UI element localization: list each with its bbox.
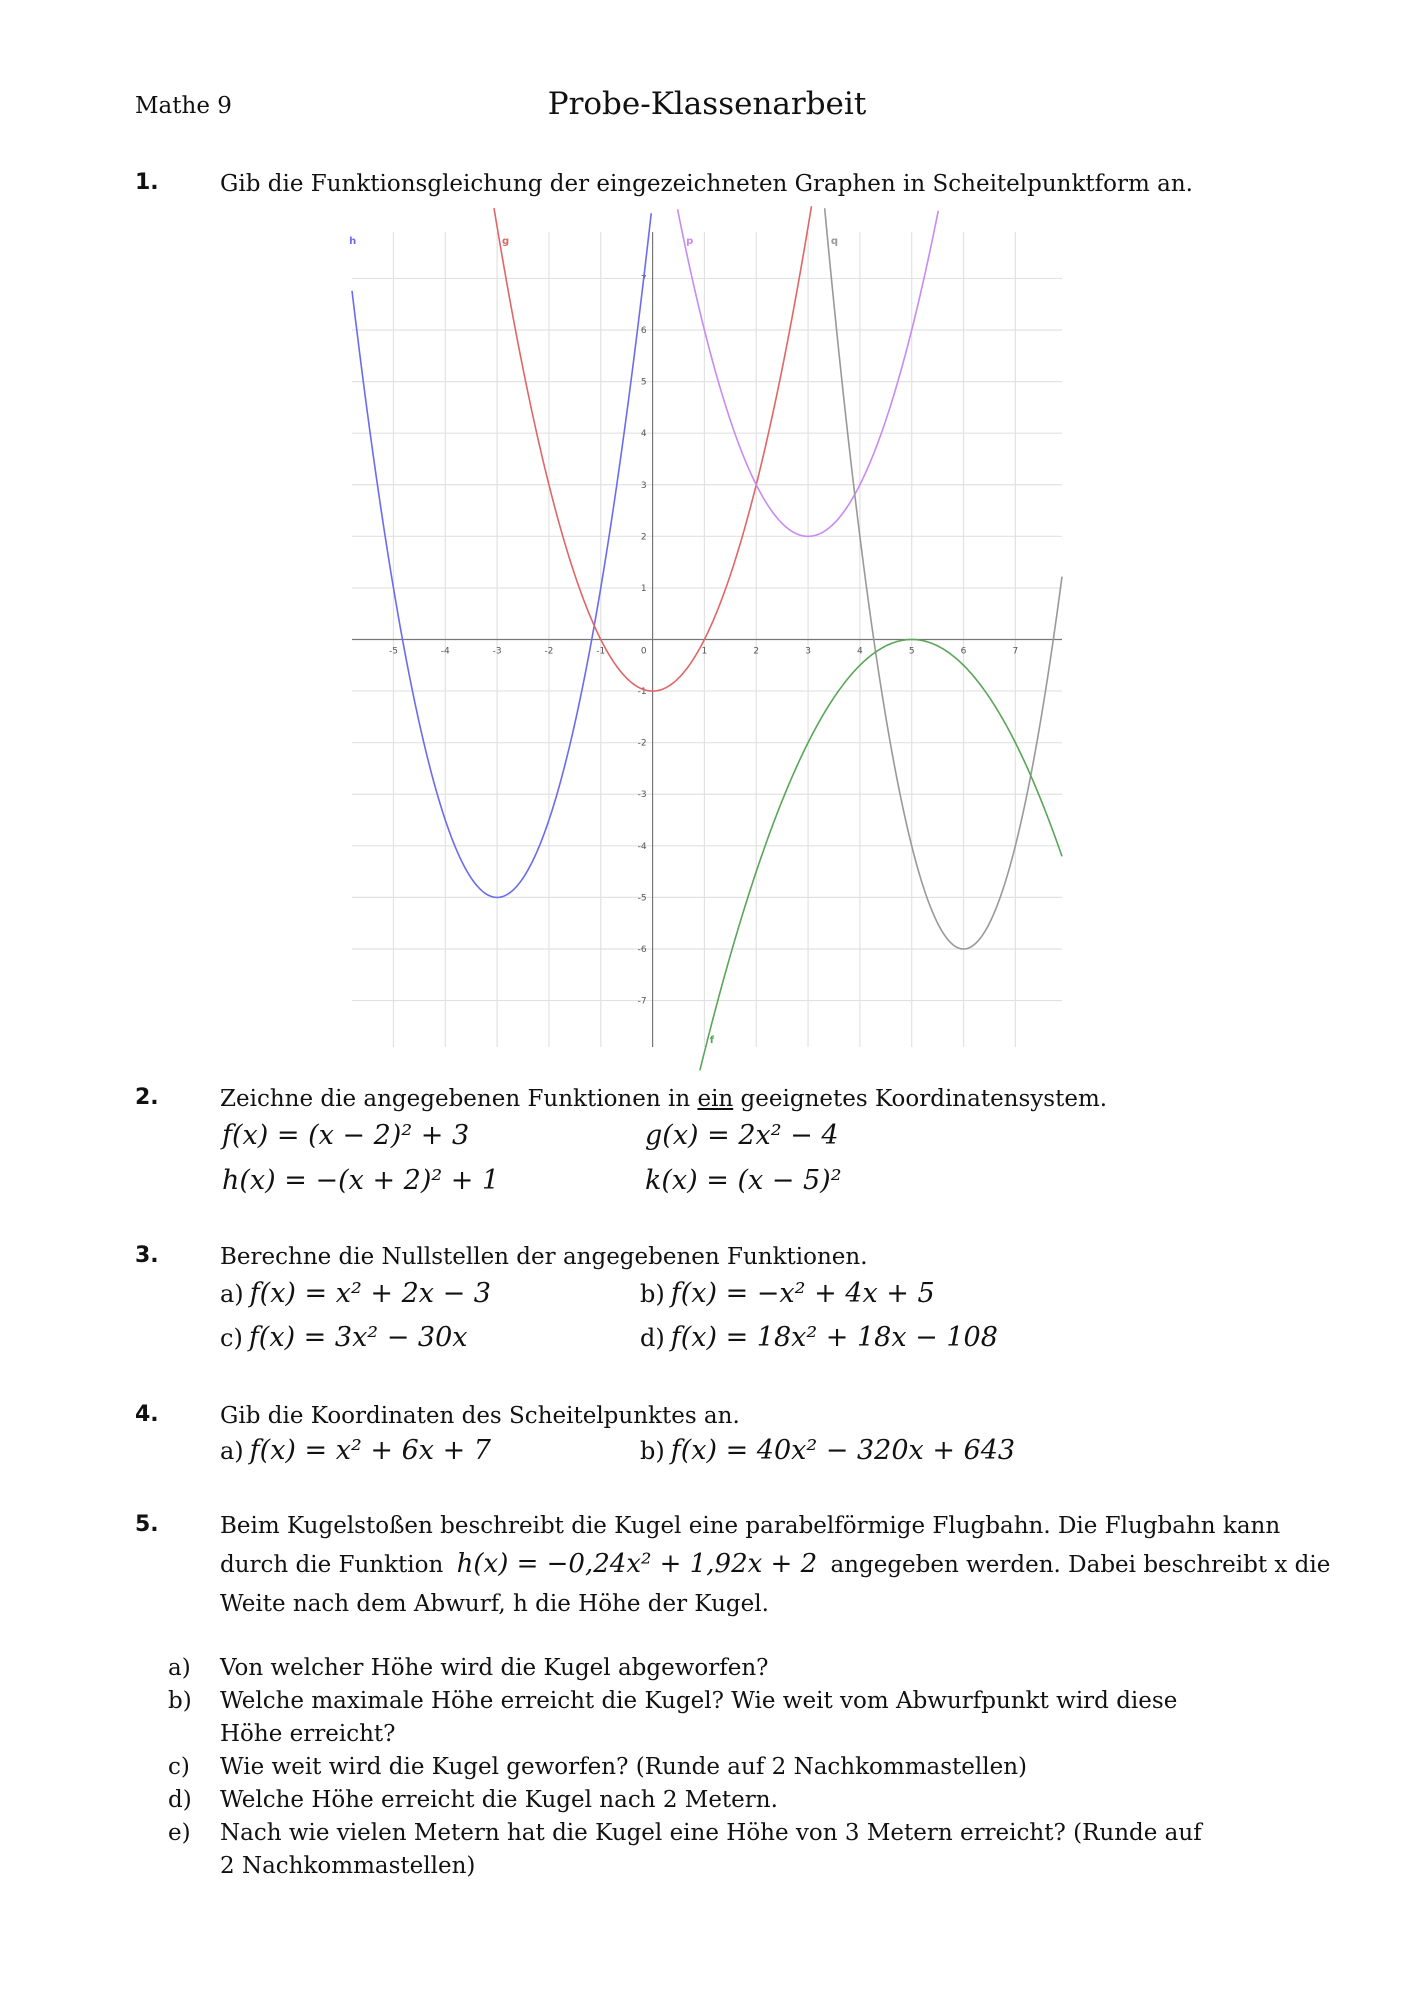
y-tick-label: -2 (637, 738, 647, 749)
task-3-number: 3. (135, 1243, 159, 1268)
origin-label: 0 (640, 646, 647, 657)
y-tick-label: 5 (640, 377, 647, 388)
y-tick-label: 7 (640, 274, 647, 285)
task-5-sub-c-label: c) (168, 1754, 190, 1780)
task-5-number: 5. (135, 1512, 159, 1537)
x-tick-label: 1 (701, 646, 708, 657)
task-5-sub-d-label: d) (168, 1787, 192, 1813)
y-tick-label: 3 (640, 480, 647, 491)
y-tick-label: -1 (637, 687, 647, 698)
task-3-b: b) f(x) = −x² + 4x + 5 (640, 1278, 935, 1309)
x-tick-label: 2 (753, 646, 760, 657)
x-tick-label: -4 (440, 646, 450, 657)
task-4-number: 4. (135, 1402, 159, 1427)
task-2-k: k(x) = (x − 5)² (645, 1165, 842, 1196)
parabola-label-h: h (349, 236, 357, 247)
task-5-line-1: Beim Kugelstoßen beschreibt die Kugel eine parabelförmige Flugbahn. Die Flugbahn kann (220, 1513, 1281, 1539)
task-2-g: g(x) = 2x² − 4 (645, 1120, 839, 1151)
y-tick-label: -5 (637, 893, 647, 904)
task-5-sub-d-text: Welche Höhe erreicht die Kugel nach 2 Metern. (220, 1787, 778, 1813)
y-tick-label: 1 (640, 583, 647, 594)
task-5-sub-e-text: Nach wie vielen Metern hat die Kugel eine Höhe von 3 Metern erreicht? (Runde auf 2 Nachkommastellen) (220, 1820, 1202, 1879)
task-3-a: a) f(x) = x² + 2x − 3 (220, 1278, 491, 1309)
x-tick-label: 5 (908, 646, 915, 657)
task-3-text: Berechne die Nullstellen der angegebenen Funktionen. (220, 1244, 868, 1270)
y-tick-label: -3 (637, 790, 647, 801)
y-tick-label: 6 (640, 326, 647, 337)
parabola-label-p: p (686, 236, 694, 247)
task-4-a: a) f(x) = x² + 6x + 7 (220, 1435, 491, 1466)
task-5-formula: h(x) = −0,24x² + 1,92x + 2 (456, 1549, 818, 1579)
x-tick-label: -2 (544, 646, 554, 657)
task-2-h: h(x) = −(x + 2)² + 1 (222, 1165, 500, 1196)
task-5-line-2: durch die Funktion h(x) = −0,24x² + 1,92x + 2 angegeben werden. Dabei beschreibt x die (220, 1549, 1331, 1579)
task-4-text: Gib die Koordinaten des Scheitelpunktes an. (220, 1403, 740, 1429)
task-5-sub-a-label: a) (168, 1655, 191, 1681)
task-1-number: 1. (135, 170, 159, 195)
task-5-sub-b-text: Welche maximale Höhe erreicht die Kugel? Wie weit vom Abwurfpunkt wird diese Höhe erreicht? (220, 1688, 1178, 1747)
task-3-d: d) f(x) = 18x² + 18x − 108 (640, 1322, 998, 1353)
parabola-label-f: f (709, 1035, 715, 1046)
x-tick-label: 4 (857, 646, 863, 657)
page-title: Probe-Klassenarbeit (547, 86, 867, 122)
parabola-graph (349, 232, 1062, 1047)
y-tick-label: 4 (640, 429, 647, 440)
task-5-sub-e-label: e) (168, 1820, 191, 1846)
task-4-b: b) f(x) = 40x² − 320x + 643 (640, 1435, 1016, 1466)
x-tick-label: 6 (960, 646, 967, 657)
task-5-line-3: Weite nach dem Abwurf, h die Höhe der Kugel. (220, 1591, 769, 1617)
y-tick-label: -7 (637, 996, 647, 1007)
task-2-text: Zeichne die angegebenen Funktionen in ein geeignetes Koordinatensystem. (220, 1086, 1108, 1112)
y-tick-label: -6 (637, 944, 647, 955)
x-tick-label: -5 (388, 646, 398, 657)
parabola-label-g: g (501, 236, 510, 247)
x-tick-label: 3 (805, 646, 811, 657)
x-tick-label: 7 (1012, 646, 1019, 657)
subject-label: Mathe 9 (135, 93, 232, 119)
task-5-sub-a-text: Von welcher Höhe wird die Kugel abgeworfen? (220, 1655, 769, 1681)
task-5-sub-c-text: Wie weit wird die Kugel geworfen? (Runde auf 2 Nachkommastellen) (220, 1754, 1027, 1780)
y-tick-label: -4 (637, 841, 647, 852)
parabola-f (700, 640, 1062, 1071)
task-2-f: f(x) = (x − 2)² + 3 (222, 1120, 470, 1151)
y-tick-label: 2 (640, 532, 647, 543)
task-2-number: 2. (135, 1085, 159, 1110)
x-tick-label: -1 (596, 646, 606, 657)
task-5-sub-b-label: b) (168, 1688, 192, 1714)
task-3-c: c) f(x) = 3x² − 30x (220, 1322, 468, 1353)
parabola-label-q: q (830, 236, 839, 247)
task-1-text: Gib die Funktionsgleichung der eingezeichneten Graphen in Scheitelpunktform an. (220, 171, 1193, 197)
x-tick-label: -3 (492, 646, 502, 657)
